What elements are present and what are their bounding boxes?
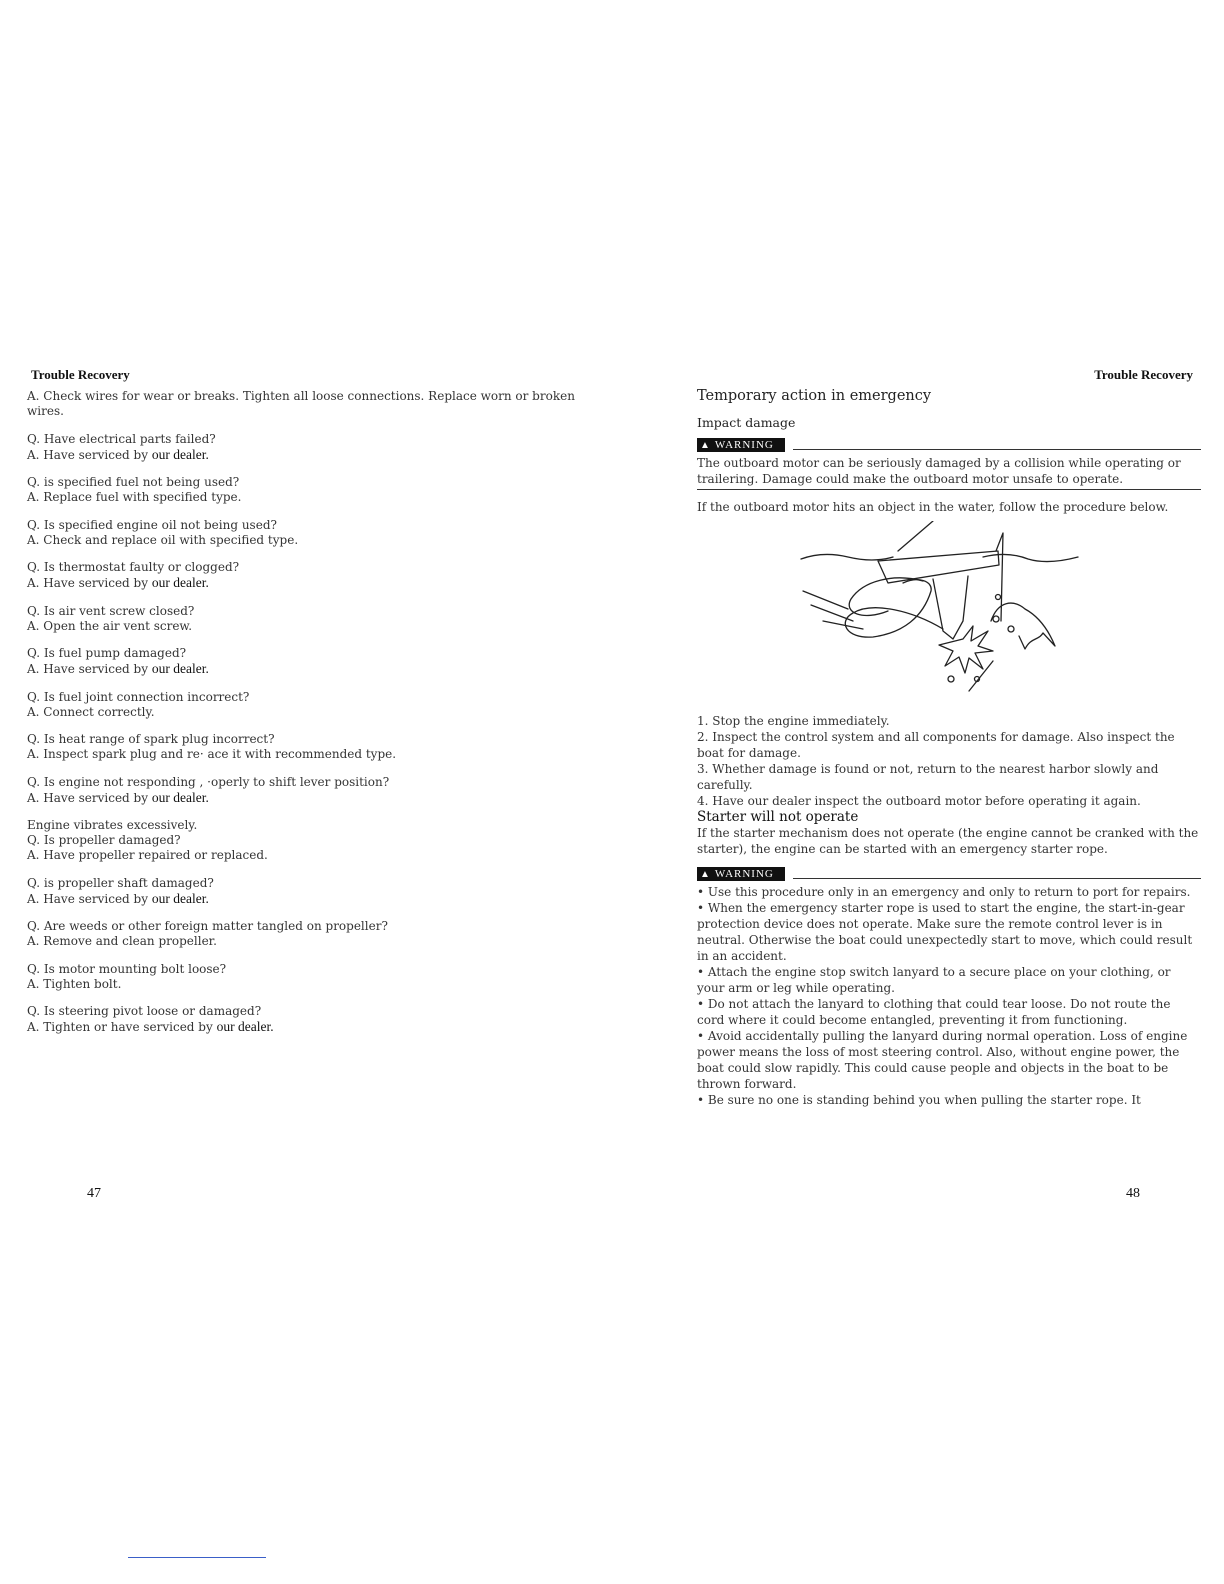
qa-block	[27, 518, 587, 548]
warning-label: WARNING	[714, 868, 774, 880]
impact-warning-header	[697, 438, 1201, 453]
answer	[27, 447, 587, 463]
qa-block	[27, 818, 587, 863]
answer-text: A. Tighten or have serviced by	[27, 1020, 213, 1034]
qa-list	[27, 389, 587, 1048]
impact-burst	[939, 626, 993, 673]
answer-text: A. Have serviced by	[27, 576, 149, 590]
answer	[27, 575, 587, 591]
warning-badge	[697, 867, 785, 881]
question: Q. Is air vent screw closed?	[27, 603, 195, 618]
question: Q. Is fuel joint connection incorrect?	[27, 689, 250, 704]
warning-bullet: • Attach the engine stop switch lanyard to a secure place on your clothing, or your arm or leg while operating.	[697, 965, 1171, 995]
question: Q. Is propeller damaged?	[27, 833, 181, 847]
dealer-text: our dealer.	[151, 661, 209, 676]
right-content	[697, 388, 1201, 1108]
answer-text: A. Have serviced by	[27, 891, 149, 906]
answer-text: A. Have serviced by	[27, 447, 149, 462]
answer	[27, 533, 587, 548]
question: Q. Is steering pivot loose or damaged?	[27, 1004, 262, 1018]
step-item: 2. Inspect the control system and all components for damage. Also inspect the boat for damage.	[697, 730, 1175, 760]
answer	[27, 661, 587, 677]
step-item: 4. Have our dealer inspect the outboard motor before operating it again.	[697, 794, 1141, 808]
warning-label: WARNING	[714, 439, 774, 451]
qa-container	[27, 432, 587, 1036]
qa-block	[27, 604, 587, 634]
dealer-text: our dealer.	[151, 789, 209, 805]
answer	[27, 934, 587, 949]
answer-text: A. Tighten bolt.	[27, 976, 122, 991]
qa-block	[27, 732, 587, 762]
qa-block	[27, 876, 587, 907]
answer	[27, 977, 587, 992]
warning-bullet: • Use this procedure only in an emergency and only to return to port for repairs.	[697, 885, 1191, 899]
question: Q. Is thermostat faulty or clogged?	[27, 560, 240, 574]
warning-triangle-icon: ▲	[700, 869, 711, 880]
qa-intro	[27, 389, 587, 419]
question: Q. Is fuel pump damaged?	[27, 646, 187, 660]
answer-text: A. Have propeller repaired or replaced.	[27, 848, 268, 862]
left-page-number: 47	[87, 1186, 101, 1201]
dealer-text: our dealer.	[216, 1019, 274, 1034]
right-running-header: Trouble Recovery	[1094, 367, 1193, 382]
question: Q. Are weeds or other foreign matter tangled on propeller?	[27, 919, 388, 933]
answer	[27, 619, 587, 634]
answer	[27, 747, 587, 762]
qa-block	[27, 560, 587, 591]
right-page-number: 48	[1126, 1186, 1140, 1201]
motor-leg	[933, 576, 968, 639]
warning-rule	[793, 449, 1201, 450]
warning-badge	[697, 438, 785, 452]
warning-bullet: • When the emergency starter rope is used to start the engine, the start-in-gear protection device does not operate. Make sure the remote control lever is in neutral. Otherwise the boat could unexpectedly start to move, which could result in an accident.	[697, 901, 1193, 963]
question: Q. Is motor mounting bolt loose?	[27, 961, 227, 976]
answer-text: A. Have serviced by	[27, 662, 149, 676]
question: Q. Is engine not responding , ·operly to shift lever position?	[27, 774, 390, 789]
answer-text: A. Have serviced by	[27, 790, 149, 805]
answer	[27, 891, 587, 907]
intro-answer: A. Check wires for wear or breaks. Tighten all loose connections. Replace worn or broken wires.	[27, 389, 575, 418]
question: Q. Is specified engine oil not being used?	[27, 517, 277, 532]
qa-block	[27, 646, 587, 677]
starter-warning-bullets	[697, 884, 1201, 1108]
impact-damage-title: Impact damage	[697, 415, 796, 430]
right-page	[612, 0, 1224, 1584]
answer	[27, 848, 587, 863]
starter-warning-header	[697, 867, 1201, 882]
answer	[27, 790, 587, 806]
warning-rule	[793, 878, 1201, 879]
answer	[27, 705, 587, 720]
impact-steps	[697, 713, 1201, 809]
answer-text: A. Connect correctly.	[27, 704, 155, 719]
section-title: Temporary action in emergency	[697, 388, 932, 404]
answer	[27, 490, 587, 505]
answer-text: A. Remove and clean propeller.	[27, 934, 217, 948]
qa-block	[27, 475, 587, 505]
dealer-text: our dealer.	[151, 575, 209, 590]
step-item: 3. Whether damage is found or not, return to the nearest harbor slowly and carefully.	[697, 762, 1159, 792]
warning-bullet: • Avoid accidentally pulling the lanyard during normal operation. Loss of engine power means the loss of most steering control. Also, without engine power, the boat could slow rapidly. This could cause people and objects in the boat to be thrown forward.	[697, 1029, 1188, 1091]
question: Q. is propeller shaft damaged?	[27, 875, 214, 890]
qa-block	[27, 919, 587, 949]
symptom-heading: Engine vibrates excessively.	[27, 818, 198, 832]
starter-title: Starter will not operate	[697, 809, 859, 825]
warning-bullet: • Do not attach the lanyard to clothing that could tear loose. Do not route the cord where it could become entangled, preventing it from functioning.	[697, 997, 1171, 1027]
left-running-header: Trouble Recovery	[31, 367, 130, 382]
answer-text: A. Open the air vent screw.	[27, 618, 193, 633]
question: Q. is specified fuel not being used?	[27, 475, 240, 489]
dealer-text: our dealer.	[151, 446, 209, 462]
link-underline[interactable]	[128, 1557, 266, 1558]
qa-block	[27, 432, 587, 463]
qa-block	[27, 1004, 587, 1035]
impact-intro: If the outboard motor hits an object in the water, follow the procedure below.	[697, 500, 1169, 514]
question: Q. Is heat range of spark plug incorrect?	[27, 732, 275, 746]
impact-warning-text: The outboard motor can be seriously damaged by a collision while operating or trailering. Damage could make the outboard motor unsafe to operate.	[697, 455, 1201, 490]
answer-text: A. Inspect spark plug and re· ace it with recommended type.	[27, 747, 397, 761]
answer-text: A. Check and replace oil with specified type.	[27, 532, 299, 547]
question: Q. Have electrical parts failed?	[27, 431, 216, 446]
answer	[27, 1019, 587, 1035]
warning-bullet: • Be sure no one is standing behind you when pulling the starter rope. It	[697, 1093, 1141, 1107]
qa-block	[27, 690, 587, 720]
dealer-text: our dealer.	[151, 890, 209, 906]
impact-illustration	[793, 521, 1083, 701]
starter-intro: If the starter mechanism does not operate (the engine cannot be cranked with the starter), the engine can be started with an emergency starter rope.	[697, 826, 1199, 856]
step-item: 1. Stop the engine immediately.	[697, 714, 890, 728]
qa-block	[27, 775, 587, 806]
warning-triangle-icon: ▲	[700, 440, 711, 451]
answer-text: A. Replace fuel with specified type.	[27, 490, 242, 504]
qa-block	[27, 962, 587, 992]
